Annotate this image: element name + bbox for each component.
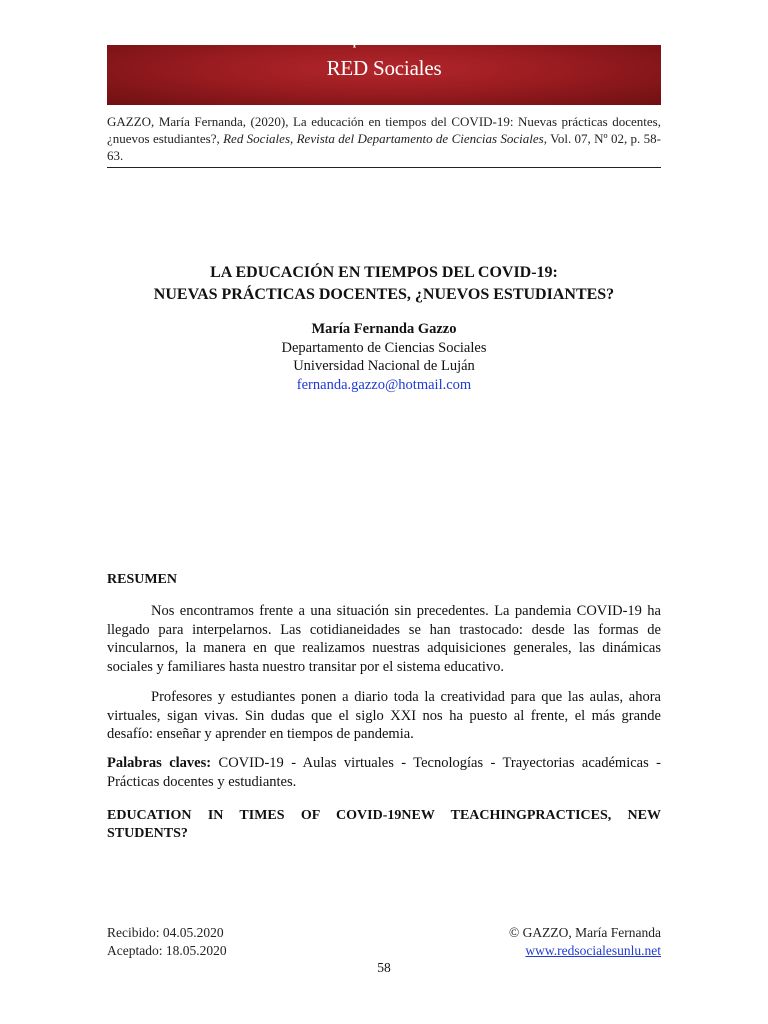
english-title: EDUCATION IN TIMES OF COVID-19NEW TEACHINGPRACTICES, NEW STUDENTS? [107,808,661,841]
abstract-paragraph-2: Profesores y estudiantes ponen a diario toda la creatividad para que las aulas, ahora virtuales, sigan vivas. Sin dudas que el siglo XXI nos ha puesto al frente, el más grande desafío: enseñar y aprender en tiempos de pandemia. [107,689,661,742]
author-block [107,320,661,394]
journal-name: RED Sociales [326,56,442,80]
keywords [107,754,661,791]
author-email-link[interactable]: fernanda.gazzo@hotmail.com [296,376,472,393]
footer-right [509,924,661,960]
accepted-date: Aceptado: 18.05.2020 [107,943,227,958]
citation-text: GAZZO, María Fernanda, (2020), La educación en tiempos del COVID-19: Nuevas prácticas docentes, ¿nuevos estudiantes?, [107,114,661,146]
journal-subtitle: Revista Electrónica del Departamento de Ciencias Sociales UNLu [223,36,545,48]
dates [107,924,227,960]
abstract-heading: RESUMEN [107,572,178,587]
author-name: María Fernanda Gazzo [311,321,457,337]
received-date: Recibido: 04.05.2020 [107,925,224,940]
journal-banner [107,36,661,105]
copyright: © GAZZO, María Fernanda [509,925,661,940]
article-title [107,262,661,306]
website-link[interactable]: www.redsocialesunlu.net [525,943,661,958]
abstract-paragraph-1: Nos encontramos frente a una situación sin precedentes. La pandemia COVID-19 ha llegado para interpelarnos. Las cotidianeidades se han trastocado: desde las formas de vincularnos, la manera en que realizamos nuestras adquisiciones generales, las dinámicas sociales y familiares hasta nuestro transitar por el sistema educativo. [107,603,661,675]
page-number: 58 [377,960,391,975]
keywords-label: Palabras claves: [107,755,212,771]
keywords-list: COVID-19 - Aulas virtuales - Tecnologías - Trayectorias académicas - Prácticas docentes y estudiantes. [107,755,662,790]
article-title-line2: NUEVAS PRÁCTICAS DOCENTES, ¿NUEVOS ESTUDIANTES? [153,286,615,303]
header-divider [107,167,661,168]
article-title-line1: LA EDUCACIÓN EN TIEMPOS DEL COVID-19: [210,264,558,281]
citation-volume: , Vol. 07, Nº 02, p. 58-63. [107,131,661,163]
author-university: Universidad Nacional de Luján [293,358,475,374]
citation [107,113,661,164]
citation-journal: Red Sociales, Revista del Departamento de Ciencias Sociales [223,131,544,146]
author-department: Departamento de Ciencias Sociales [281,339,487,356]
